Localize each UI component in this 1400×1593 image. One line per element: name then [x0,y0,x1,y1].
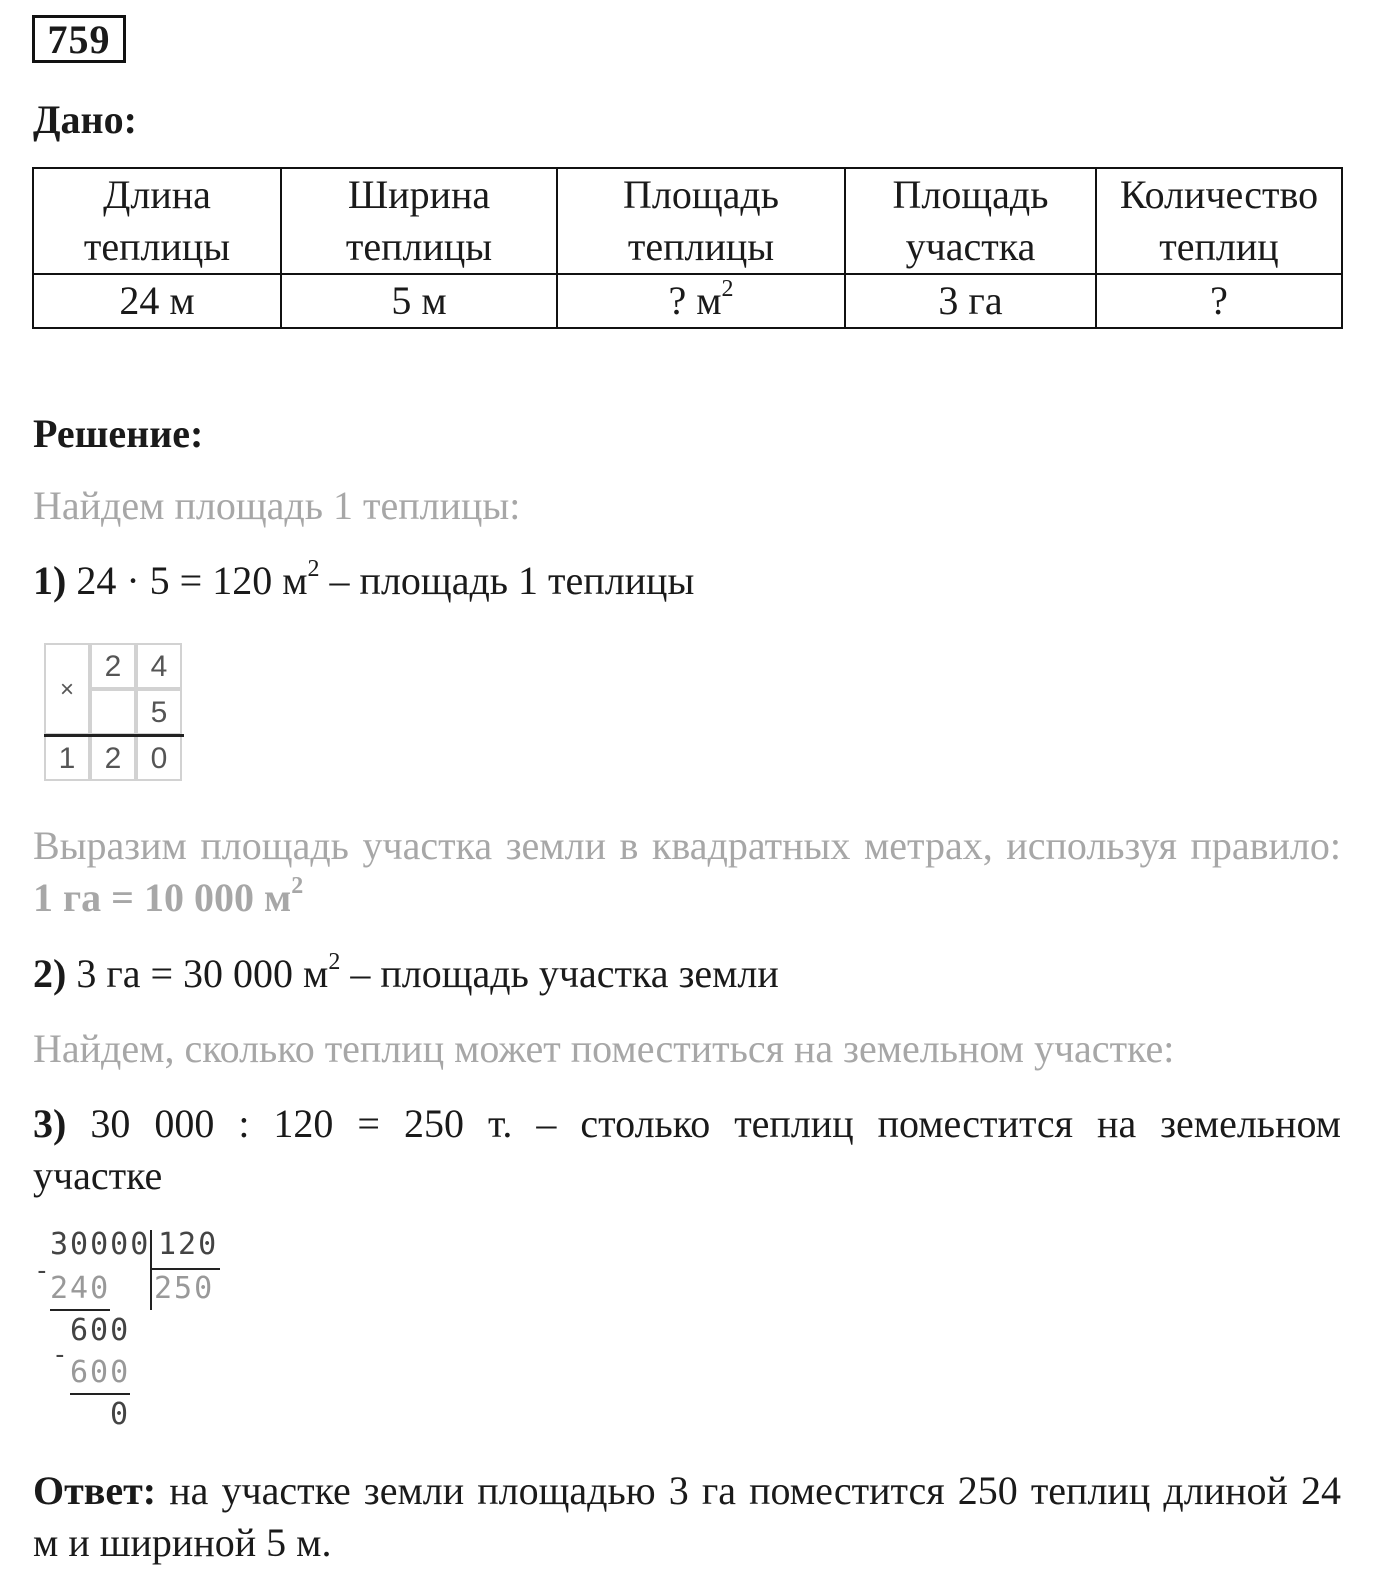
step-1: 1) 24 · 5 = 120 $м^2$ – площадь 1 теплицы [33,556,695,603]
mult-digit: 2 [90,643,136,689]
division-divisor: 120 [158,1227,219,1262]
mult-digit: 5 [136,689,182,735]
mult-digit: 4 [136,643,182,689]
step-3: 3) 30 000 : 120 = 250 т. – столько теплиц поместится на земельном участке [33,1101,1341,1198]
given-table-header-row [33,168,1342,274]
division-line [70,1393,130,1395]
division-line [50,1309,110,1311]
given-table [32,167,1343,329]
mult-result-digit: 0 [136,735,182,781]
division-divisor-line [152,1268,220,1270]
intro-area-one: Найдем площадь 1 теплицы: [33,483,521,528]
mult-empty-cell [90,689,136,735]
solution-heading: Решение: [33,411,204,456]
division-minus: - [34,1256,52,1286]
division-subtrahend: 600 [70,1355,131,1390]
division-subtrahend: 240 [50,1271,111,1306]
given-table-value-row [33,274,1342,328]
value-count: ? [1096,274,1342,328]
mult-result-digit: 2 [90,735,136,781]
value-greenhouse-area: ? $м^2$ [557,274,845,328]
division-remainder: 600 [70,1313,131,1348]
task-number: 759 [32,15,126,63]
division-minus: - [52,1340,70,1370]
mult-result-digit: 1 [44,735,90,781]
value-plot-area: 3 га [845,274,1096,328]
given-heading: Дано: [33,97,137,142]
header-plot-area: Площадь участка [845,168,1096,274]
division-vertical-line [150,1230,152,1310]
long-division [30,1228,230,1438]
multiply-sign: × [44,643,90,735]
division-final-remainder: 0 [110,1397,131,1432]
header-width: Ширина теплицы [281,168,557,274]
header-length: Длина теплицы [33,168,281,274]
value-width: 5 м [281,274,557,328]
mult-result-line [44,734,184,737]
header-greenhouse-area: Площадь теплицы [557,168,845,274]
value-length: 24 м [33,274,281,328]
intro-convert: Выразим площадь участка земли в квадратных метрах, используя правило: 1 га = 10 000 $м^2$ [33,823,1341,920]
division-quotient: 250 [154,1271,215,1306]
header-count: Количество теплиц [1096,168,1342,274]
step-2: 2) 3 га = 30 000 $м^2$ – площадь участка земли [33,949,779,996]
division-dividend: 30000 [50,1227,151,1262]
answer: Ответ: на участке земли площадью 3 га поместится 250 теплиц длиной 24 м и шириной 5 м. [33,1468,1341,1565]
intro-count: Найдем, сколько теплиц может поместиться на земельном участке: [33,1026,1175,1071]
